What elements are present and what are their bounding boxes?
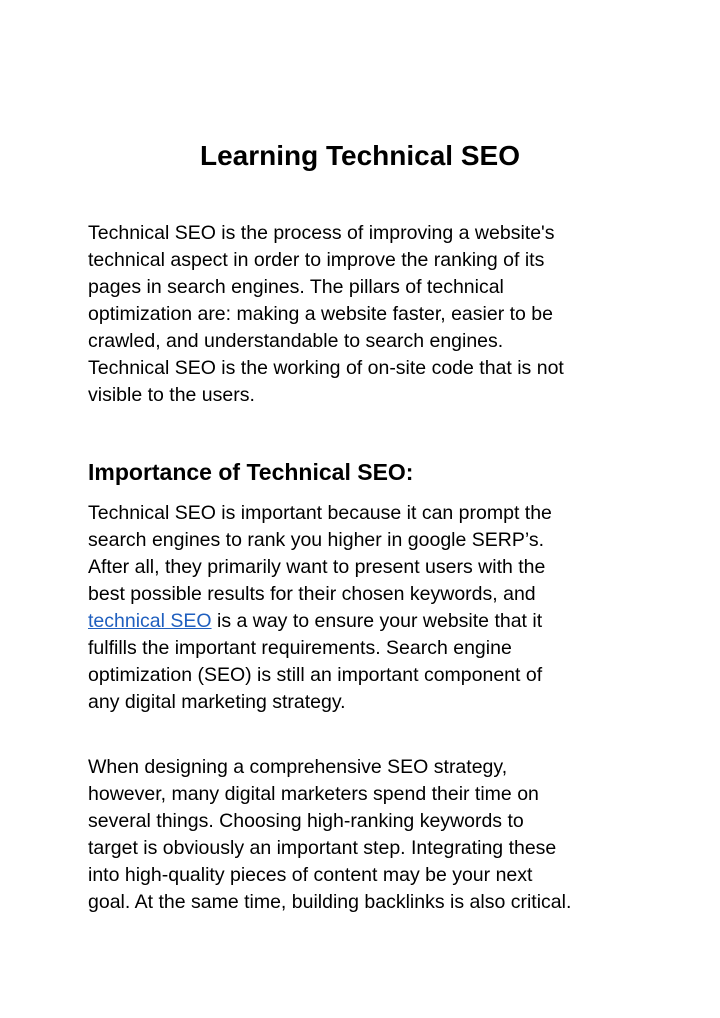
- importance-line: search engines to rank you higher in google SERP’s.: [88, 529, 545, 551]
- intro-line: pages in search engines. The pillars of technical: [88, 276, 504, 298]
- intro-line: Technical SEO is the working of on-site code that is not: [88, 357, 564, 379]
- strategy-paragraph: [88, 754, 648, 916]
- intro-line: visible to the users.: [88, 384, 255, 406]
- intro-line: optimization are: making a website faster, easier to be: [88, 303, 553, 325]
- technical-seo-link[interactable]: technical SEO: [88, 610, 212, 632]
- section-heading: Importance of Technical SEO:: [88, 459, 414, 485]
- strategy-line: goal. At the same time, building backlinks is also critical.: [88, 891, 572, 913]
- strategy-line: into high-quality pieces of content may be your next: [88, 864, 533, 886]
- link-line-rest: is a way to ensure your website that it: [211, 610, 543, 632]
- importance-line: best possible results for their chosen keywords, and: [88, 583, 536, 605]
- intro-paragraph: [88, 220, 648, 409]
- strategy-line: several things. Choosing high-ranking keywords to: [88, 810, 524, 832]
- importance-line: any digital marketing strategy.: [88, 691, 346, 713]
- importance-line: Technical SEO is important because it can prompt the: [88, 502, 552, 524]
- intro-line: crawled, and understandable to search engines.: [88, 330, 504, 352]
- importance-line: fulfills the important requirements. Search engine: [88, 637, 512, 659]
- importance-line: After all, they primarily want to present users with the: [88, 556, 546, 578]
- intro-line: Technical SEO is the process of improving a website's: [88, 222, 555, 244]
- strategy-line: When designing a comprehensive SEO strategy,: [88, 756, 508, 778]
- importance-line: optimization (SEO) is still an important component of: [88, 664, 543, 686]
- importance-link-line: [88, 608, 648, 635]
- importance-paragraph: [88, 500, 648, 716]
- strategy-line: however, many digital marketers spend their time on: [88, 783, 539, 805]
- strategy-line: target is obviously an important step. Integrating these: [88, 837, 557, 859]
- intro-line: technical aspect in order to improve the ranking of its: [88, 249, 545, 271]
- page-title: Learning Technical SEO: [199, 140, 520, 171]
